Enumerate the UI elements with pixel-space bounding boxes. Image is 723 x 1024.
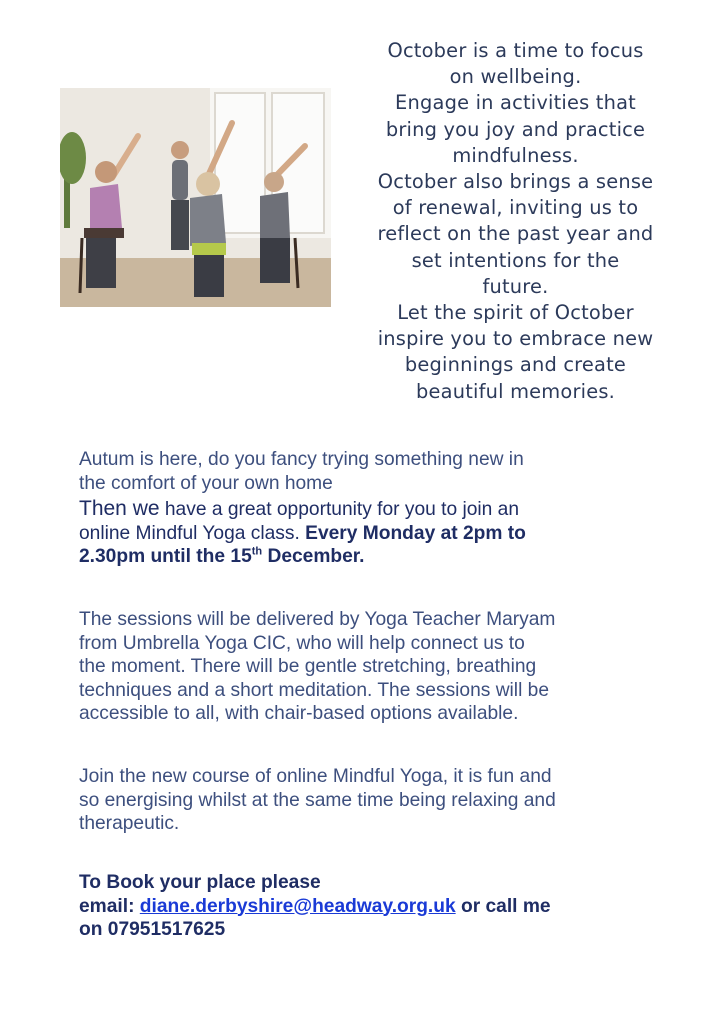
poem-line: beautiful memories. bbox=[416, 379, 615, 403]
sessions-paragraph bbox=[79, 608, 699, 726]
intro-lead-words: Then we bbox=[79, 497, 160, 520]
intro-line: Autum is here, do you fancy trying something new in bbox=[79, 449, 524, 470]
schedule-text: Every Monday at 2pm to bbox=[305, 522, 526, 544]
october-poem bbox=[343, 38, 688, 405]
join-line: so energising whilst at the same time being relaxing and bbox=[79, 789, 556, 811]
booking-line: To Book your place please bbox=[79, 872, 321, 893]
poem-line: reflect on the past year and bbox=[377, 222, 654, 246]
poem-line: beginnings and create bbox=[404, 353, 627, 377]
poem-line: set intentions for the bbox=[411, 248, 620, 272]
sessions-line: techniques and a short meditation. The sessions will be bbox=[79, 679, 550, 701]
phone-line: on 07951517625 bbox=[79, 919, 226, 940]
poem-line: mindfulness. bbox=[452, 143, 579, 167]
email-link[interactable]: diane.derbyshire@headway.org.uk bbox=[139, 895, 456, 917]
poem-line: of renewal, inviting us to bbox=[392, 196, 639, 220]
intro-line-text: online Mindful Yoga class. bbox=[79, 522, 306, 544]
intro-line-text: have a great opportunity for you to join an bbox=[159, 499, 520, 520]
sessions-line: from Umbrella Yoga CIC, who will help connect us to bbox=[79, 632, 525, 654]
schedule-text: 2.30pm until the 15 bbox=[79, 546, 252, 567]
ordinal-suffix: th bbox=[251, 545, 263, 558]
intro-line bbox=[79, 522, 699, 546]
poem-line: inspire you to embrace new bbox=[377, 327, 654, 351]
yoga-class-illustration bbox=[60, 88, 331, 307]
poem-line: bring you joy and practice bbox=[385, 117, 646, 141]
sessions-line: the moment. There will be gentle stretching, breathing bbox=[79, 656, 537, 677]
poem-line: Let the spirit of October bbox=[397, 301, 634, 325]
join-paragraph bbox=[79, 765, 699, 836]
intro-line bbox=[79, 497, 699, 522]
email-suffix: or call me bbox=[455, 895, 551, 917]
email-prefix: email: bbox=[79, 895, 140, 917]
poem-line: October also brings a sense bbox=[377, 170, 654, 194]
poem-line: future. bbox=[482, 274, 549, 298]
join-line: Join the new course of online Mindful Yoga, it is fun and bbox=[79, 766, 552, 787]
sessions-line: The sessions will be delivered by Yoga Teacher Maryam bbox=[79, 609, 556, 630]
schedule-text: December. bbox=[262, 546, 365, 567]
schedule-line bbox=[79, 545, 699, 569]
intro-paragraph bbox=[79, 448, 699, 569]
booking-line bbox=[79, 895, 699, 919]
intro-line: the comfort of your own home bbox=[79, 472, 333, 494]
yoga-class-photo bbox=[60, 88, 331, 307]
poem-line: Engage in activities that bbox=[395, 91, 636, 115]
poem-line: October is a time to focus bbox=[387, 39, 644, 62]
join-line: therapeutic. bbox=[79, 813, 180, 834]
poem-line: on wellbeing. bbox=[449, 65, 582, 89]
sessions-line: accessible to all, with chair-based options available. bbox=[79, 703, 519, 724]
booking-paragraph bbox=[79, 871, 699, 942]
